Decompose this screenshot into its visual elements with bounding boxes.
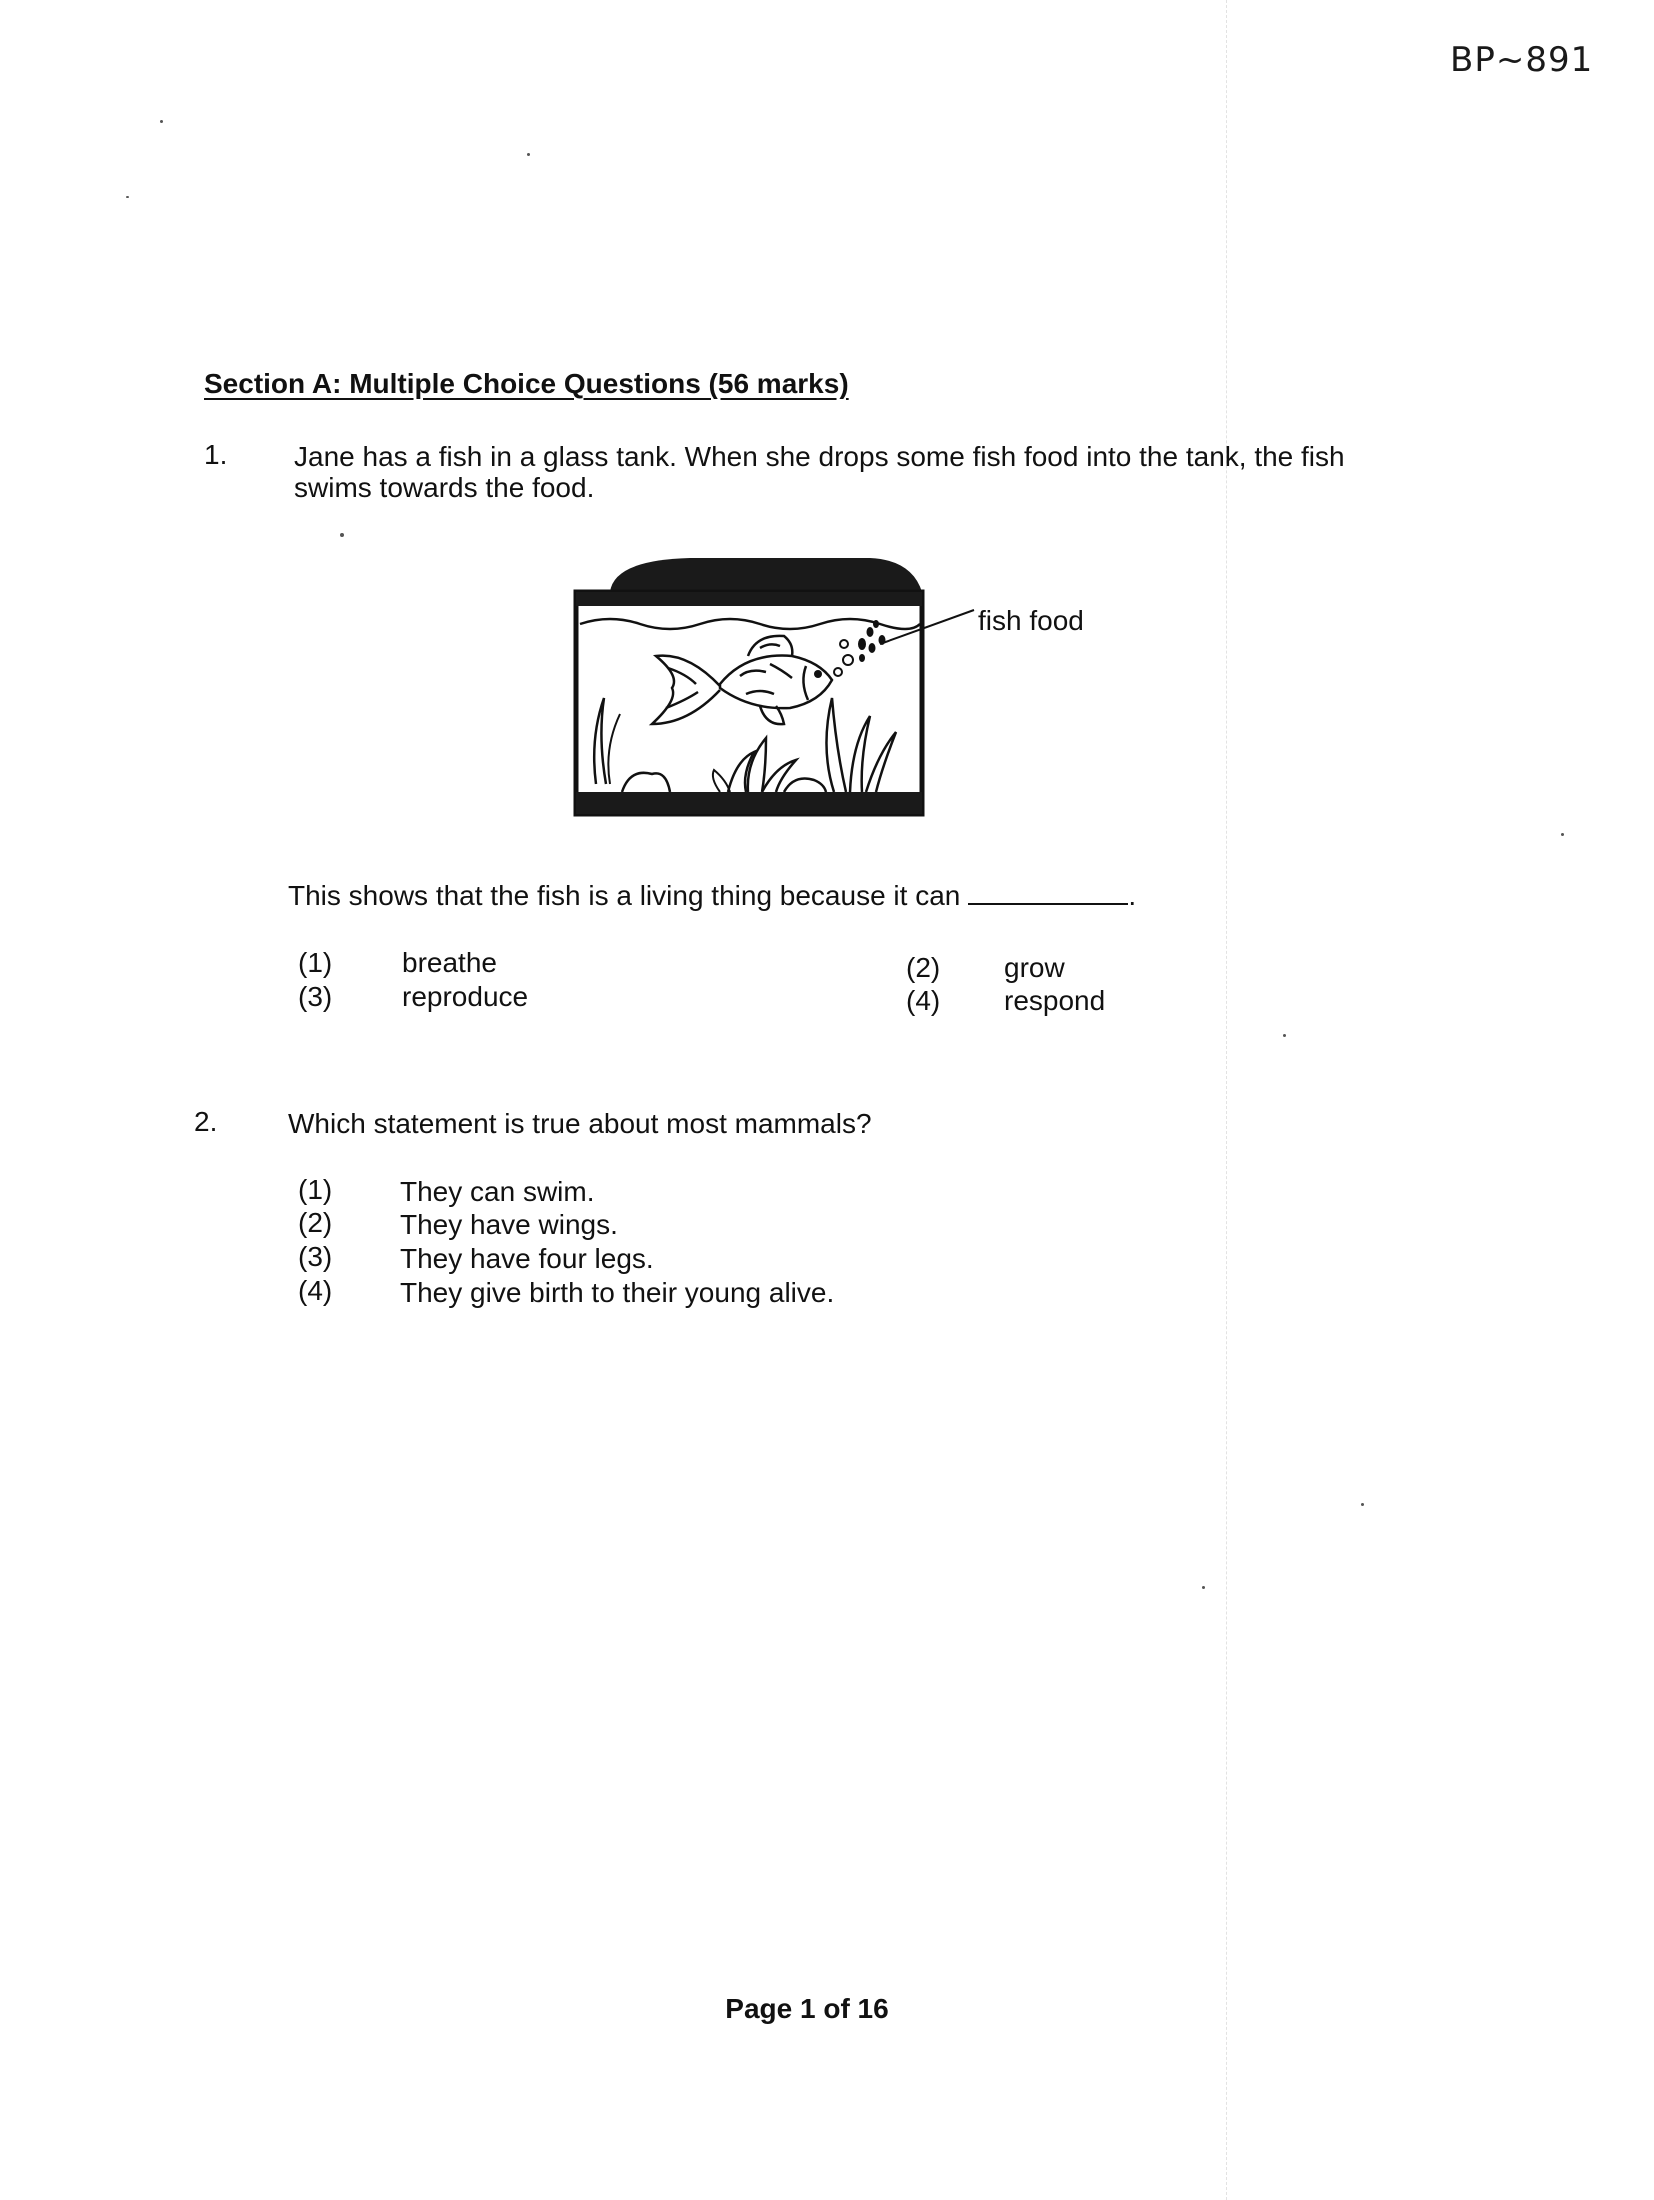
- option-text: breathe: [402, 947, 497, 978]
- tank-lid: [610, 558, 922, 592]
- option-text: They can swim.: [400, 1176, 595, 1207]
- option-text: grow: [1004, 952, 1065, 983]
- option-text: They give birth to their young alive.: [400, 1277, 835, 1308]
- option-text: They have wings.: [400, 1209, 618, 1240]
- scan-speck: [1202, 1586, 1205, 1589]
- page-number: Page 1 of 16: [725, 1993, 889, 2024]
- option-number: (3): [298, 1241, 333, 1272]
- section-title: Section A: Multiple Choice Questions (56 marks): [204, 368, 849, 399]
- tank-base: [576, 792, 922, 814]
- scan-speck: [1283, 1034, 1286, 1037]
- scan-speck: [527, 153, 530, 156]
- document-code: BP~891: [1450, 40, 1594, 80]
- option-text: reproduce: [402, 981, 529, 1012]
- option-number: (1): [298, 1174, 333, 1205]
- option-number: (2): [906, 952, 941, 983]
- answer-blank: [968, 879, 1128, 905]
- fish-food-label: fish food: [978, 605, 1084, 636]
- question-stem: [288, 879, 1288, 911]
- option-number: (2): [298, 1207, 333, 1238]
- question-number: 1.: [204, 439, 228, 470]
- option-number: (3): [298, 981, 333, 1012]
- option-text: respond: [1004, 985, 1106, 1016]
- scan-speck: [1361, 1503, 1364, 1506]
- question-stem-text: This shows that the fish is a living thing because it can: [288, 880, 961, 911]
- option-number: (4): [906, 985, 941, 1016]
- question-text: Which statement is true about most mammals?: [288, 1108, 872, 1139]
- question-stem-end: .: [1128, 880, 1137, 911]
- scan-speck: [340, 533, 344, 537]
- scan-speck: [1561, 833, 1564, 836]
- scan-speck: [160, 120, 163, 123]
- scan-speck: [126, 196, 129, 198]
- scan-fold-line: [1226, 0, 1227, 2200]
- question-number: 2.: [194, 1106, 218, 1137]
- question-text: Jane has a fish in a glass tank. When she drops some fish food into the tank, the fish swims towards the food.: [294, 441, 1345, 503]
- option-number: (1): [298, 947, 333, 978]
- fish-tank-illustration: [570, 548, 1090, 820]
- option-number: (4): [298, 1275, 333, 1306]
- option-text: They have four legs.: [400, 1243, 654, 1274]
